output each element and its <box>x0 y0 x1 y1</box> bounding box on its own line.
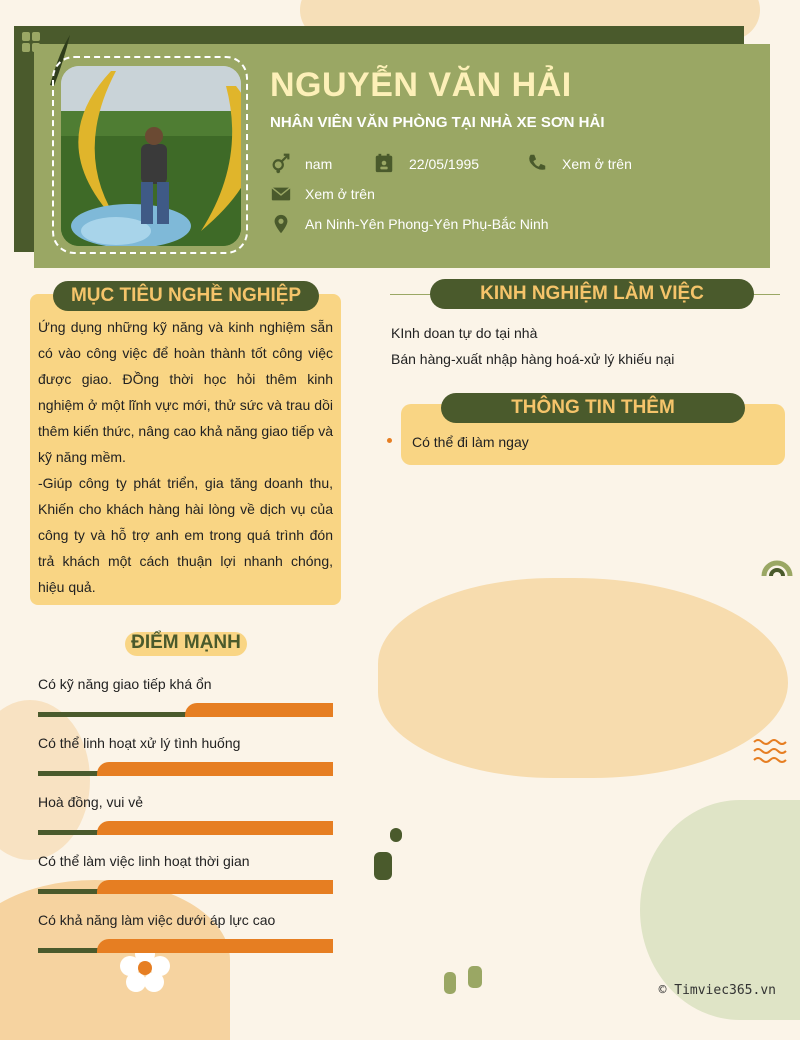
experience-line-2: Bán hàng-xuất nhập hàng hoá-xử lý khiếu nại <box>391 351 675 367</box>
strength-label-5: Có khả năng làm việc dưới áp lực cao <box>38 912 276 928</box>
strength-bar-5 <box>38 939 333 953</box>
calendar-icon <box>373 152 395 174</box>
phone-value: Xem ở trên <box>562 156 632 172</box>
decor-dot-4 <box>468 966 482 988</box>
decor-dot-2 <box>374 852 392 880</box>
strength-bar-1 <box>38 703 333 717</box>
wave-lines-icon <box>752 736 788 766</box>
objective-paragraph-2: -Giúp công ty phát triển, gia tăng doanh thu, Khiến cho khách hàng hài lòng về dịch vụ của công ty và hỗ trợ anh em trong quá trình đón trả khách một cách thuận lợi nhanh chóng, hiệu quả. <box>38 475 333 595</box>
strength-bar-4 <box>38 880 333 894</box>
footer-watermark: © Timviec365.vn <box>658 983 776 998</box>
email-value: Xem ở trên <box>305 186 375 202</box>
strength-bar-fill <box>97 821 333 835</box>
strength-bar-fill <box>97 880 333 894</box>
decor-dot-3 <box>444 972 456 994</box>
candidate-name: NGUYỄN VĂN HẢI <box>270 66 572 104</box>
strength-bar-fill <box>97 939 333 953</box>
strength-bar-fill <box>97 762 333 776</box>
bg-blob-mid-left <box>0 700 90 860</box>
strengths-title: ĐIỂM MẠNH <box>131 632 241 653</box>
phone-icon <box>526 152 548 174</box>
strength-label-4: Có thể làm việc linh hoạt thời gian <box>38 853 250 869</box>
avatar <box>61 66 241 246</box>
strength-bar-2 <box>38 762 333 776</box>
rainbow-icon <box>760 548 794 576</box>
experience-title: KINH NGHIỆM LÀM VIỆC <box>430 279 754 309</box>
strength-label-2: Có thể linh hoạt xử lý tình huống <box>38 735 241 751</box>
objective-paragraph-1: Ứng dụng những kỹ năng và kinh nghiệm sẵn có vào công việc để hoàn thành tốt công việc được giao. ĐỒng thời học hỏi thêm kinh nghiệm ở một lĩnh vực mới, thử sức và trau dồi thêm kiến thức, nâng cao khả năng giao tiếp và kỹ năng mềm. <box>38 319 334 465</box>
strength-label-1: Có kỹ năng giao tiếp khá ổn <box>38 676 212 692</box>
location-icon <box>270 213 292 235</box>
address-value: An Ninh-Yên Phong-Yên Phụ-Bắc Ninh <box>305 216 549 232</box>
strength-bar-fill <box>185 703 333 717</box>
extra-info-title: THÔNG TIN THÊM <box>441 393 745 423</box>
strength-label-3: Hoà đồng, vui vẻ <box>38 794 144 810</box>
decor-dot-1 <box>390 828 402 842</box>
strength-bar-3 <box>38 821 333 835</box>
gender-icon <box>270 152 292 174</box>
email-icon <box>270 183 292 205</box>
birthday-value: 22/05/1995 <box>409 156 480 172</box>
job-position: NHÂN VIÊN VĂN PHÒNG TẠI NHÀ XE SƠN HẢI <box>270 114 605 131</box>
gender-value: nam <box>305 156 333 172</box>
bg-blob-right <box>378 578 788 778</box>
bg-blob-bottom-left <box>0 880 230 1040</box>
experience-line-1: KInh doan tự do tại nhà <box>391 325 538 341</box>
extra-info-text: Có thể đi làm ngay <box>412 434 529 450</box>
extra-info-bullet <box>387 438 392 443</box>
objective-title: MỤC TIÊU NGHỀ NGHIỆP <box>53 281 319 311</box>
